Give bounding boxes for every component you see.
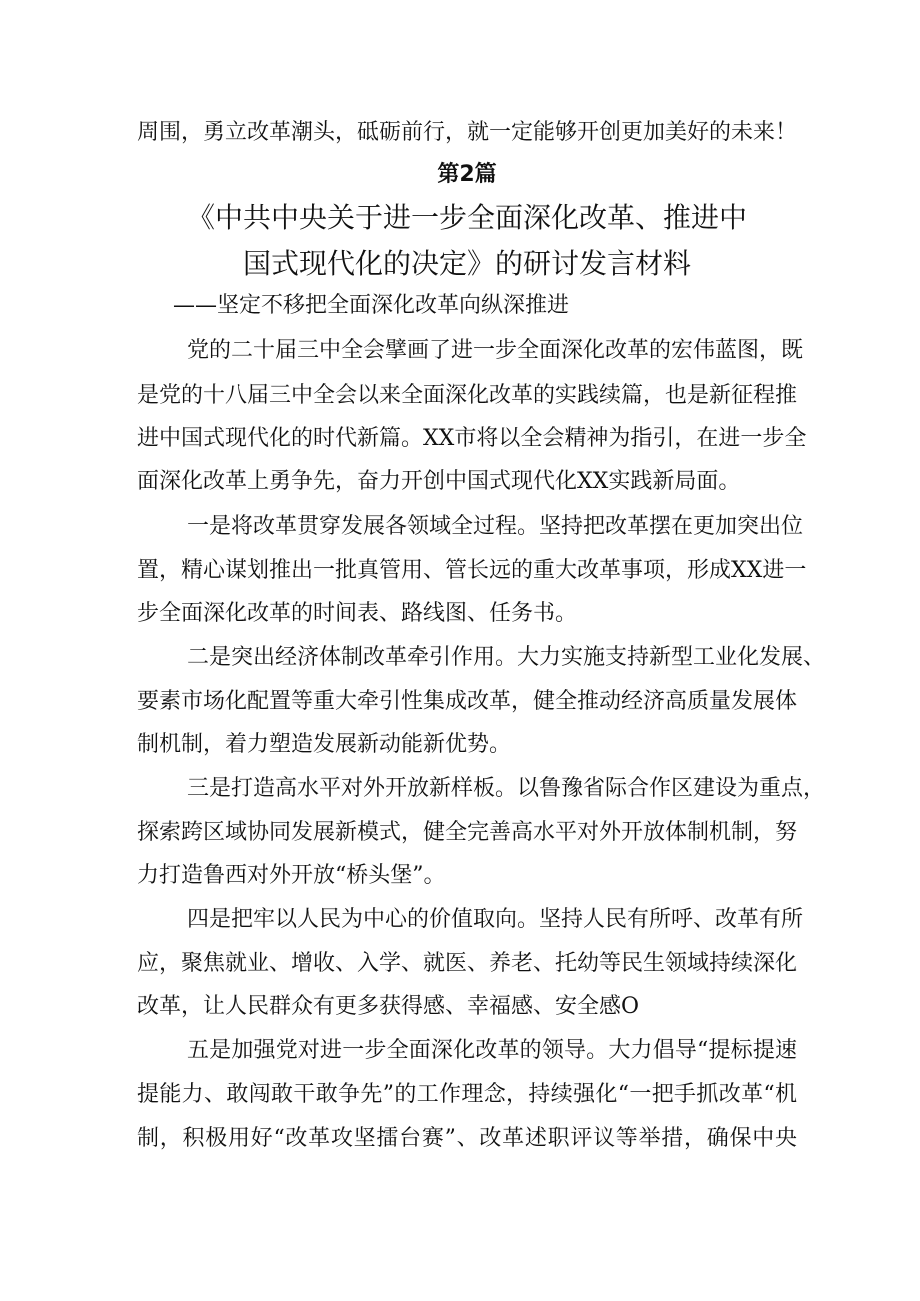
paragraph-1-line: 党的二十届三中全会擘画了进一步全面深化改革的宏伟蓝图，既: [187, 338, 804, 363]
paragraph-4-line: 探索跨区域协同发展新模式，健全完善高水平对外开放体制机制，努: [137, 820, 798, 845]
paragraph-2-line: 一是将改革贯穿发展各领域全过程。坚持把改革摆在更加突出位: [187, 514, 804, 539]
paragraph-3-line: 二是突出经济体制改革牵引作用。大力实施支持新型工业化发展、: [187, 645, 826, 670]
section-label: 第2篇: [437, 162, 497, 187]
paragraph-5-line: 应，聚焦就业、增收、入学、就医、养老、托幼等民生领域持续深化: [137, 951, 798, 976]
paragraph-1-line: 是党的十八届三中全会以来全面深化改革的实践续篇，也是新征程推: [137, 383, 798, 408]
title-line-1: 《中共中央关于进一步全面深化改革、推进中: [186, 201, 747, 234]
paragraph-1-line: 进中国式现代化的时代新篇。XX市将以全会精神为指引，在进一步全: [137, 426, 807, 451]
subtitle: ——坚定不移把全面深化改革向纵深推进: [173, 293, 570, 318]
paragraph-4-line: 三是打造高水平对外开放新样板。以鲁豫省际合作区建设为重点，: [187, 776, 826, 801]
paragraph-6-line: 五是加强党对进一步全面深化改革的领导。大力倡导“提标提速: [187, 1038, 797, 1063]
continuation-line: 周围，勇立改革潮头，砥砺前行，就一定能够开创更加美好的未来！: [137, 120, 798, 145]
paragraph-1-line: 面深化改革上勇争先，奋力开创中国式现代化XX实践新局面。: [137, 469, 741, 494]
paragraph-5-line: 四是把牢以人民为中心的价值取向。坚持人民有所呼、改革有所: [187, 907, 804, 932]
paragraph-2-line: 步全面深化改革的时间表、路线图、任务书。: [137, 601, 578, 626]
paragraph-5-line: 改革，让人民群众有更多获得感、幸福感、安全感O: [137, 994, 640, 1019]
paragraph-6-line: 制，积极用好“改革攻坚擂台赛”、改革述职评议等举措，确保中央: [137, 1126, 797, 1151]
title-line-2: 国式现代化的决定》的研讨发言材料: [242, 247, 691, 280]
paragraph-4-line: 力打造鲁西对外开放“桥头堡”。: [137, 863, 446, 888]
paragraph-2-line: 置，精心谋划推出一批真管用、管长远的重大改革事项，形成XX进一: [137, 558, 807, 583]
paragraph-6-line: 提能力、敢闯敢干敢争先”的工作理念，持续强化“一把手抓改革“机: [137, 1082, 797, 1107]
paragraph-3-line: 要素市场化配置等重大牵引性集成改革，健全推动经济高质量发展体: [137, 689, 798, 714]
paragraph-3-line: 制机制，着力塑造发展新动能新优势。: [137, 732, 512, 757]
